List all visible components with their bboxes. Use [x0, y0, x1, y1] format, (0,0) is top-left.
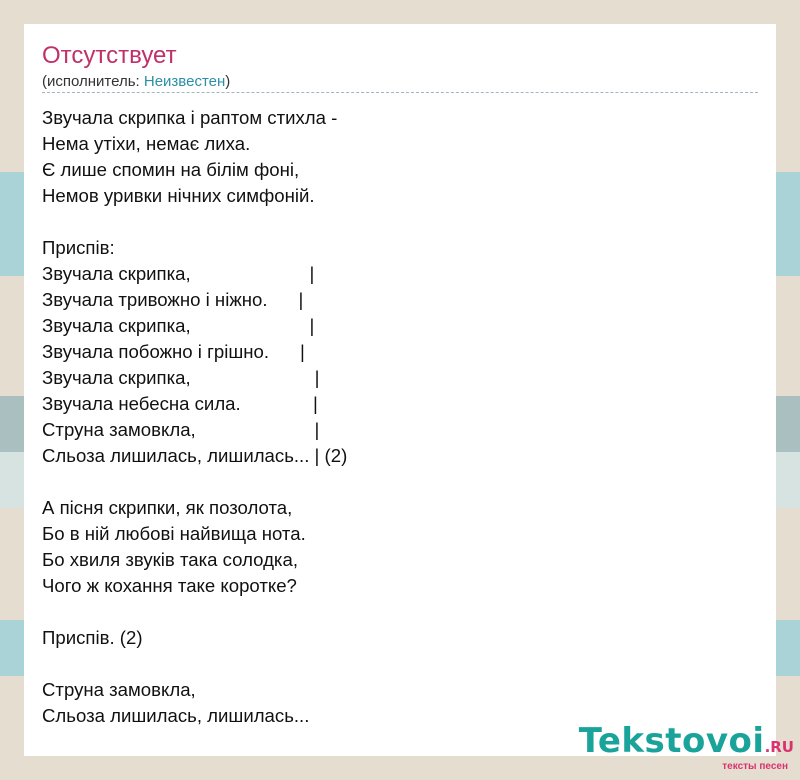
lyric-line: Звучала скрипка і раптом стихла -: [42, 107, 338, 128]
lyric-line: А пісня скрипки, як позолота,: [42, 497, 293, 518]
lyric-line: Сльоза лишилась, лишилась...: [42, 705, 310, 726]
lyric-line: Є лише спомин на білім фоні,: [42, 159, 300, 180]
song-title: Отсутствует: [42, 42, 177, 69]
logo-wordmark: [579, 723, 794, 765]
lyric-line: Чого ж кохання таке коротке?: [42, 575, 297, 596]
lyrics-card: [24, 24, 776, 756]
lyric-line: Звучала тривожно і ніжно. |: [42, 289, 304, 310]
lyric-line: Звучала скрипка, |: [42, 263, 315, 284]
lyric-line: Звучала скрипка, |: [42, 315, 315, 336]
lyric-line: Сльоза лишилась, лишилась... | (2): [42, 445, 348, 466]
lyric-line: Бо хвиля звуків така солодка,: [42, 549, 298, 570]
artist-line: [42, 73, 230, 91]
site-logo[interactable]: [579, 723, 794, 772]
lyrics-text: [42, 105, 347, 729]
lyric-line: Струна замовкла,: [42, 679, 196, 700]
lyric-line: Звучала скрипка, |: [42, 367, 320, 388]
lyric-line: Бо в ній любові найвища нота.: [42, 523, 306, 544]
lyric-line: Приспів:: [42, 237, 115, 258]
lyric-line: Немов уривки нічних симфоній.: [42, 185, 315, 206]
title-divider: [42, 92, 758, 93]
artist-suffix: ): [225, 73, 231, 90]
lyric-line: Звучала небесна сила. |: [42, 393, 318, 414]
logo-name: Tekstovoi: [578, 721, 765, 761]
artist-prefix: (исполнитель:: [42, 73, 144, 90]
lyric-line: Струна замовкла, |: [42, 419, 320, 440]
artist-link[interactable]: Неизвестен: [143, 73, 226, 90]
logo-tagline: тексты песен: [722, 761, 788, 772]
lyric-line: Звучала побожно і грішно. |: [42, 341, 305, 362]
lyric-line: Приспів. (2): [42, 627, 143, 648]
logo-tld: .RU: [764, 738, 794, 756]
lyric-line: Нема утіхи, немає лиха.: [42, 133, 251, 154]
